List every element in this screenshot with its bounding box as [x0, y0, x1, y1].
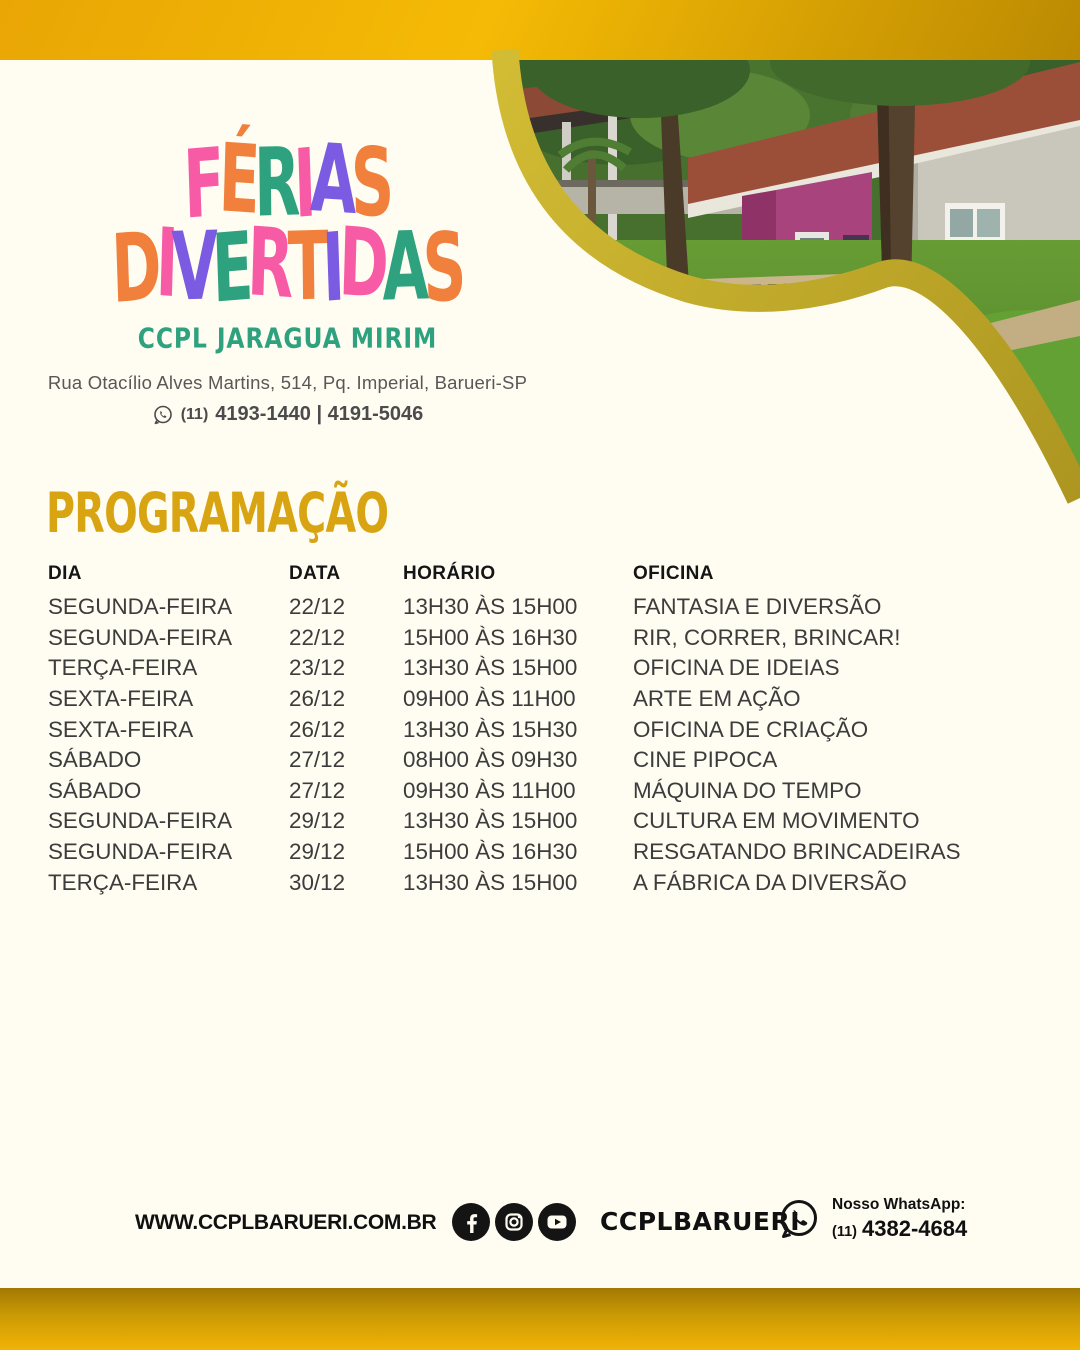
column-header-data: DATA [289, 562, 341, 584]
schedule-cell-dia: SEGUNDA-FEIRA [48, 839, 233, 865]
schedule-cell-data: 26/12 [289, 716, 346, 742]
title-letter: I [154, 207, 177, 319]
schedule-cell-horario: 08H00 ÀS 09H30 [403, 747, 578, 773]
org-address: Rua Otacílio Alves Martins, 514, Pq. Imperial, Barueri-SP [47, 372, 528, 393]
schedule-cell-oficina: RESGATANDO BRINCADEIRAS [633, 839, 961, 865]
schedule-cell-dia: SEXTA-FEIRA [48, 686, 194, 712]
title-letter: E [210, 211, 253, 325]
title-letter: I [292, 128, 316, 240]
title-letter: R [253, 127, 298, 239]
youtube-icon[interactable] [538, 1203, 576, 1241]
schedule-cell-horario: 09H00 ÀS 11H00 [403, 686, 576, 712]
page-title [0, 122, 575, 325]
title-letter: S [421, 211, 466, 325]
schedule-row [48, 776, 1038, 807]
schedule-header-row [48, 562, 1038, 585]
whatsapp-label: Nosso WhatsApp: [832, 1196, 966, 1213]
title-letter: S [350, 127, 392, 239]
schedule-cell-oficina: MÁQUINA DO TEMPO [633, 777, 862, 803]
schedule-cell-horario: 13H30 ÀS 15H30 [403, 716, 578, 742]
facebook-icon[interactable] [452, 1203, 490, 1241]
whatsapp-icon [776, 1196, 822, 1242]
social-handle[interactable]: CCPLBARUERI [600, 1207, 801, 1236]
schedule-cell-horario: 13H30 ÀS 15H00 [403, 594, 578, 620]
schedule-cell-dia: SEGUNDA-FEIRA [48, 808, 233, 834]
schedule-cell-data: 22/12 [289, 624, 346, 650]
title-letter: A [309, 122, 356, 236]
schedule-cell-horario: 13H30 ÀS 15H00 [403, 655, 578, 681]
column-header-oficina: OFICINA [633, 562, 714, 584]
org-phone-ddd: (11) [180, 405, 209, 423]
schedule-cell-oficina: OFICINA DE IDEIAS [633, 655, 840, 681]
title-letter: D [110, 211, 161, 325]
schedule-cell-data: 30/12 [289, 869, 346, 895]
schedule-cell-oficina: FANTASIA E DIVERSÃO [633, 594, 882, 620]
schedule-row [48, 623, 1038, 654]
schedule-cell-data: 22/12 [289, 594, 346, 620]
title-letter: F [182, 127, 224, 241]
schedule-cell-data: 23/12 [289, 655, 346, 681]
schedule-table [48, 562, 1038, 898]
schedule-cell-dia: SEGUNDA-FEIRA [48, 624, 233, 650]
bottom-border-band [0, 1288, 1080, 1350]
org-name: CCPL JARAGUA MIRIM [137, 323, 438, 355]
instagram-icon[interactable] [495, 1203, 533, 1241]
schedule-cell-data: 29/12 [289, 808, 346, 834]
title-letter: V [171, 211, 216, 323]
photo-content [490, 3, 1080, 530]
org-phone[interactable] [0, 403, 575, 426]
schedule-heading: PROGRAMAÇÃO [46, 481, 389, 545]
brand-block [0, 0, 575, 426]
schedule-rows [48, 592, 1038, 898]
schedule-row [48, 806, 1038, 837]
schedule-cell-horario: 15H00 ÀS 16H30 [403, 839, 578, 865]
schedule-cell-oficina: A FÁBRICA DA DIVERSÃO [633, 869, 907, 895]
whatsapp-digits: 4382-4684 [862, 1216, 968, 1241]
whatsapp-icon [152, 404, 174, 426]
schedule-cell-horario: 13H30 ÀS 15H00 [403, 808, 578, 834]
schedule-cell-horario: 09H30 ÀS 11H00 [403, 777, 576, 803]
schedule-cell-dia: SÁBADO [48, 747, 142, 773]
schedule-cell-dia: SÁBADO [48, 777, 142, 803]
schedule-row [48, 837, 1038, 868]
website-link[interactable]: WWW.CCPLBARUERI.COM.BR [135, 1211, 437, 1234]
title-letter: A [381, 211, 427, 323]
title-letter: I [320, 212, 344, 324]
schedule-cell-oficina: OFICINA DE CRIAÇÃO [633, 716, 869, 742]
schedule-row [48, 592, 1038, 623]
schedule-cell-dia: TERÇA-FEIRA [48, 655, 198, 681]
whatsapp-number [832, 1216, 967, 1242]
title-letter: É [217, 122, 259, 236]
whatsapp-ddd: (11) [832, 1224, 857, 1240]
schedule-cell-oficina: CINE PIPOCA [633, 747, 778, 773]
schedule-cell-dia: SEXTA-FEIRA [48, 716, 194, 742]
page-title-line2 [72, 206, 503, 325]
title-letter: D [337, 206, 388, 320]
schedule-cell-data: 29/12 [289, 839, 346, 865]
social-icons [452, 1203, 576, 1241]
schedule-cell-oficina: CULTURA EM MOVIMENTO [633, 808, 920, 834]
whatsapp-contact[interactable] [776, 1196, 967, 1242]
schedule-cell-data: 27/12 [289, 747, 346, 773]
schedule-cell-dia: SEGUNDA-FEIRA [48, 594, 233, 620]
title-letter: R [245, 206, 293, 320]
schedule-cell-dia: TERÇA-FEIRA [48, 869, 198, 895]
whatsapp-texts [832, 1196, 967, 1242]
footer [0, 1192, 1080, 1252]
org-phone-numbers: 4193-1440 | 4191-5046 [215, 403, 424, 425]
schedule-cell-oficina: ARTE EM AÇÃO [633, 686, 801, 712]
schedule-cell-horario: 13H30 ÀS 15H00 [403, 869, 578, 895]
schedule-row [48, 653, 1038, 684]
title-letter: T [286, 211, 327, 322]
schedule-cell-data: 26/12 [289, 686, 346, 712]
column-header-horario: HORÁRIO [403, 562, 496, 584]
schedule-cell-horario: 15H00 ÀS 16H30 [403, 624, 578, 650]
schedule-row [48, 714, 1038, 745]
schedule-row [48, 745, 1038, 776]
schedule-row [48, 867, 1038, 898]
schedule-row [48, 684, 1038, 715]
schedule-cell-oficina: RIR, CORRER, BRINCAR! [633, 624, 901, 650]
schedule-cell-data: 27/12 [289, 777, 346, 803]
column-header-dia: DIA [48, 562, 82, 584]
